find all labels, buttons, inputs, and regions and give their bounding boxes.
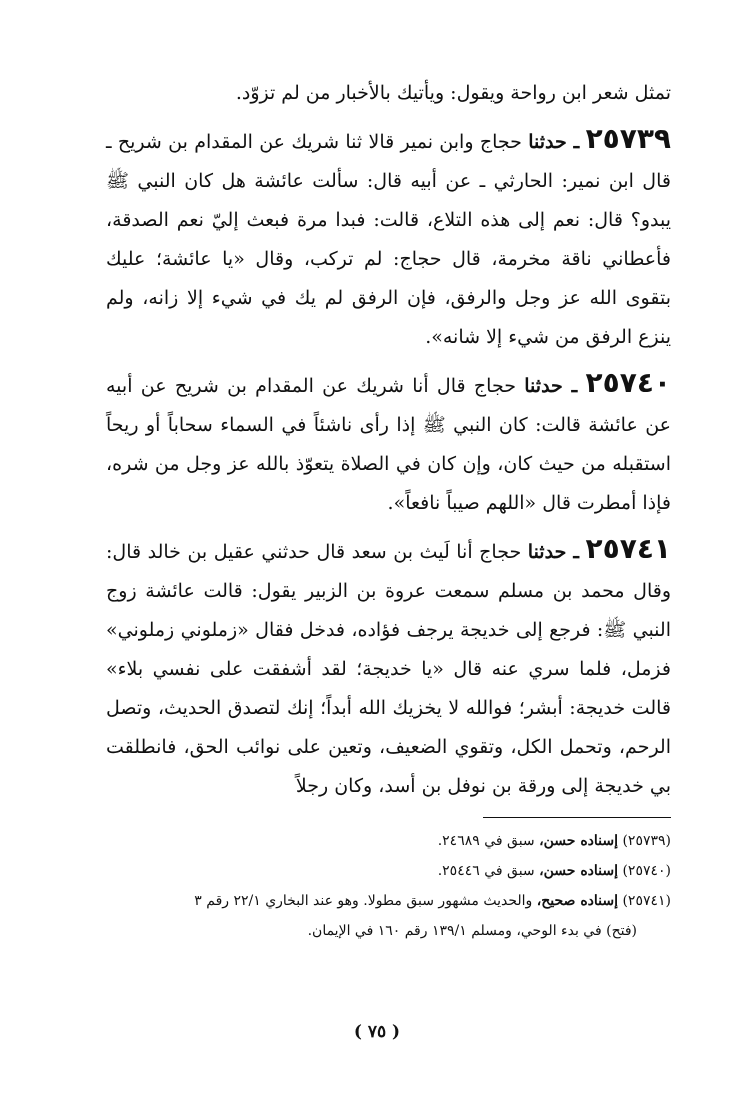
footnotes — [100, 826, 671, 946]
footnote-grade: إسناده حسن، — [539, 863, 618, 879]
hadith-lead: ـ حدثنا — [527, 541, 579, 563]
footnote — [100, 826, 671, 856]
hadith-lead: ـ حدثنا — [524, 375, 578, 397]
footnote-text: سبق في ٢٤٦٨٩. — [437, 833, 535, 849]
hadith-entry — [106, 529, 671, 806]
footnote-divider — [483, 817, 671, 818]
hadith-text: حجاج أنا لَيث بن سعد قال حدثني عقيل بن خالد قال: وقال محمد بن مسلم سمعت عروة بن الزبير يقول: قالت عائشة زوج النبي ﷺ: فرجع إلى خديجة يرجف فؤاده، فدخل فقال «زملوني زملوني» فزمل، فلما سري عنه قال «يا خديجة؛ لقد أشفقت على نفسي بلاء» قالت خديجة: أبشر؛ فوالله لا يخزيك الله أبداً؛ إنك لتصدق الحديث، وتصل الرحم، وتحمل الكل، وتقوي الضعيف، وتعين على نوائب الحق، فانطلقت بي خديجة إلى ورقة بن نوفل بن أسد، وكان رجلاً — [106, 541, 671, 797]
footnote-text: سبق في ٢٥٤٤٦. — [437, 863, 535, 879]
footnote-ref: (٢٥٧٤١) — [622, 893, 671, 909]
hadith-number: ٢٥٧٤١ — [585, 532, 671, 565]
footnote-text: والحديث مشهور سبق مطولا. وهو عند البخاري ٢٢/١ رقم ٣ — [194, 893, 533, 909]
hadith-number: ٢٥٧٤٠ — [585, 366, 671, 399]
footnote-continuation: (فتح) في بدء الوحي، ومسلم ١٣٩/١ رقم ١٦٠ في الإيمان. — [307, 923, 637, 939]
footnote — [100, 856, 671, 886]
footnote-grade: إسناده صحيح، — [536, 893, 618, 909]
hadith-entry — [106, 363, 671, 523]
hadith-text: حجاج قال أنا شريك عن المقدام بن شريح عن أبيه عن عائشة قالت: كان النبي ﷺ إذا رأى ناشئاً في السماء سحاباً أو ريحاً استقبله من حيث كان، وإن كان في الصلاة يتعوّذ بالله عز وجل من شره، فإذا أمطرت قال «اللهم صيباً نافعاً». — [106, 375, 671, 514]
hadith-entry — [106, 119, 671, 357]
main-text — [106, 74, 671, 806]
opening-line: تمثل شعر ابن رواحة ويقول: ويأتيك بالأخبار من لم تزوّد. — [235, 82, 671, 104]
hadith-lead: ـ حدثنا — [528, 131, 580, 153]
hadith-text: حجاج وابن نمير قالا ثنا شريك عن المقدام بن شريح ـ قال ابن نمير: الحارثي ـ عن أبيه قال: سألت عائشة هل كان النبي ﷺ يبدو؟ قال: نعم إلى هذه التلاع، قالت: فبدا مرة فبعث إليّ نعم الصدقة، فأعطاني ناقة مخرمة، قال حجاج: لم تركب، وقال «يا عائشة؛ عليك بتقوى الله عز وجل والرفق، فإن الرفق لم يك في شيء إلا زانه، ولم ينزع الرفق من شيء إلا شانه». — [106, 131, 671, 348]
page-number: ( ٧٥ ) — [353, 1022, 401, 1042]
footnote — [100, 886, 671, 916]
footnote-grade: إسناده حسن، — [539, 833, 618, 849]
hadith-number: ٢٥٧٣٩ — [585, 122, 672, 155]
footnote-ref: (٢٥٧٤٠) — [622, 863, 671, 879]
footnote-ref: (٢٥٧٣٩) — [622, 833, 671, 849]
